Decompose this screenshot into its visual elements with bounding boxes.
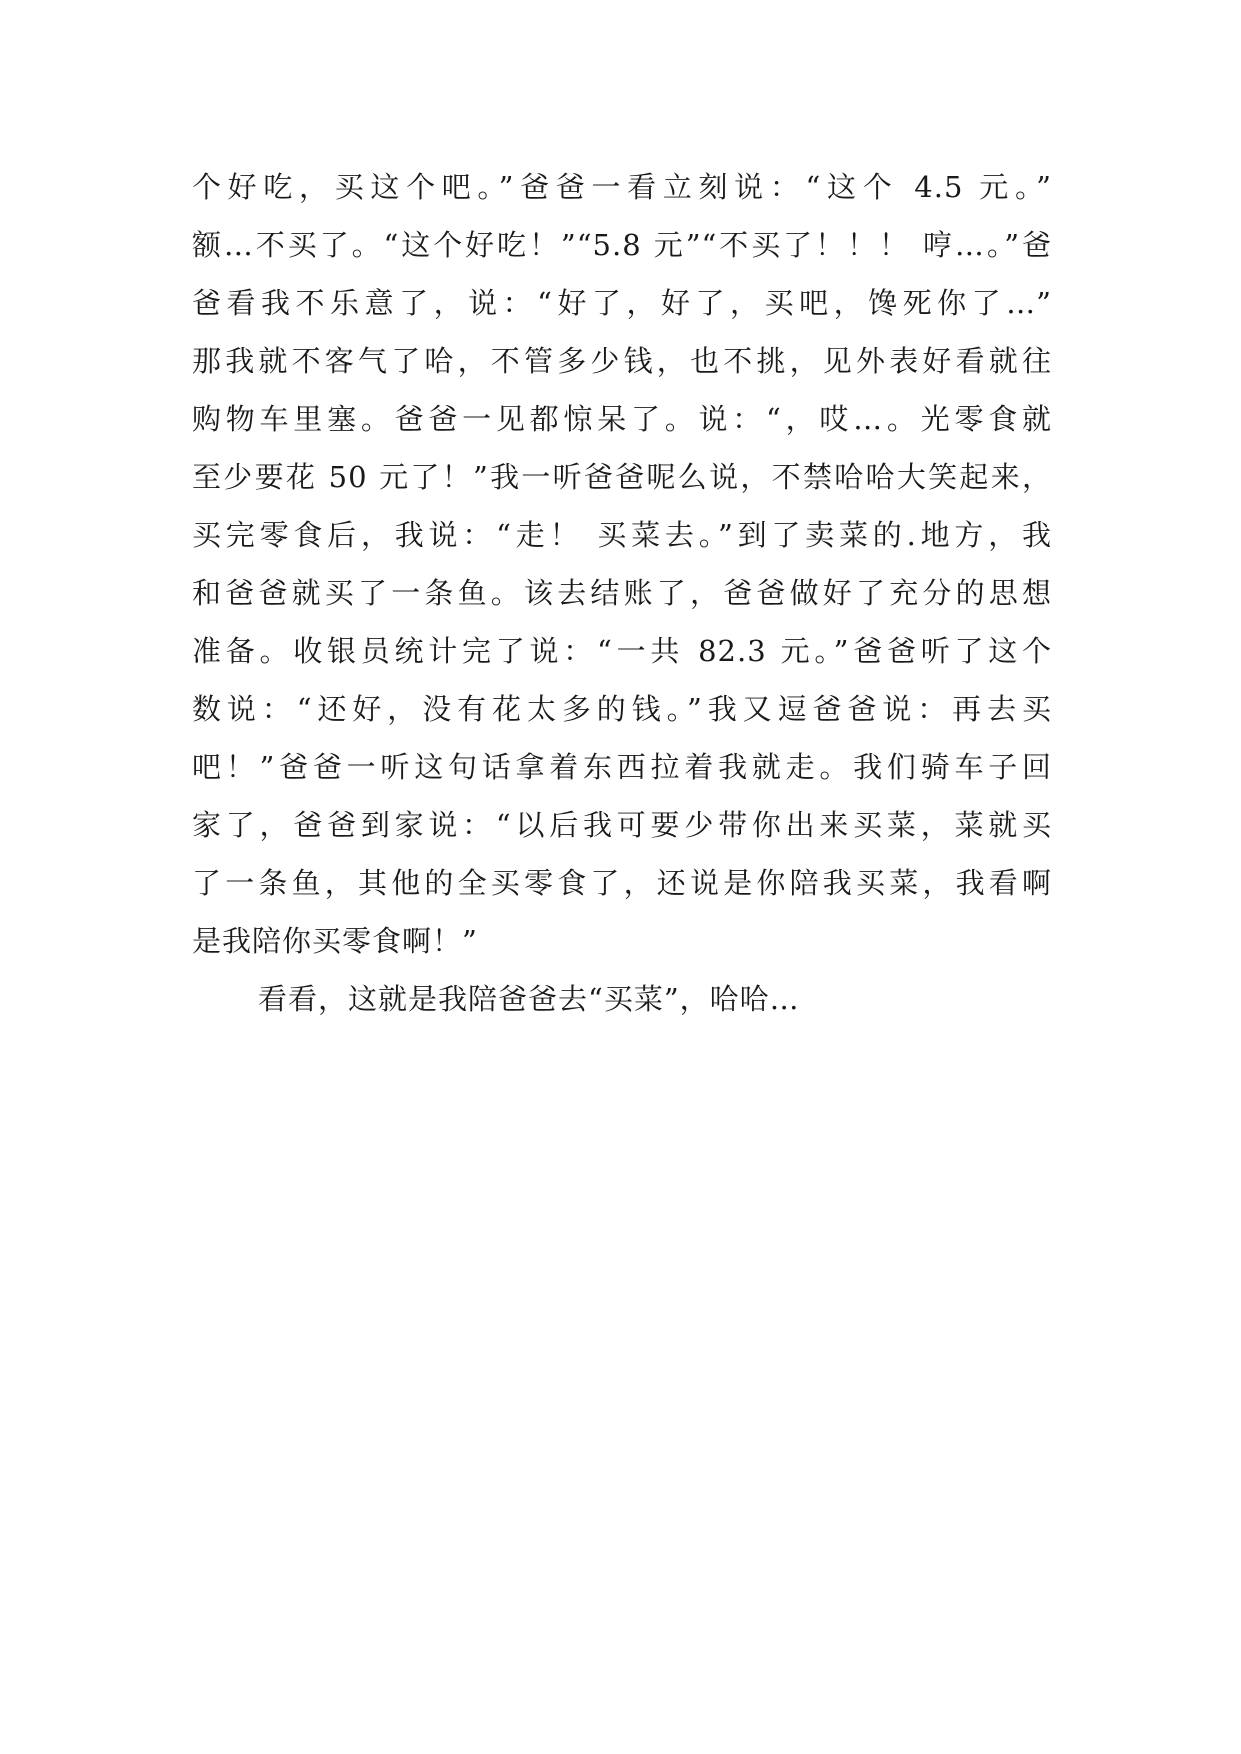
closing-paragraph: 看看，这就是我陪爸爸去“买菜”，哈哈… <box>258 982 800 1016</box>
document-body <box>192 158 1052 1028</box>
text-line: 购物车里塞。爸爸一见都惊呆了。说：“，哎…。光零食就 <box>192 402 1052 436</box>
text-line: 家了，爸爸到家说：“以后我可要少带你出来买菜，菜就买 <box>192 808 1052 842</box>
text-line: 那我就不客气了哈，不管多少钱，也不挑，见外表好看就往 <box>192 344 1052 378</box>
text-line: 了一条鱼，其他的全买零食了，还说是你陪我买菜，我看啊 <box>192 866 1052 900</box>
text-line: 是我陪你买零食啊！” <box>192 924 478 958</box>
text-line: 和爸爸就买了一条鱼。该去结账了，爸爸做好了充分的思想 <box>192 576 1052 610</box>
text-line: 爸看我不乐意了，说：“好了，好了，买吧，馋死你了…” <box>192 286 1052 320</box>
text-line: 额…不买了。“这个好吃！”“5.8 元”“不买了！！！ 哼…。”爸 <box>192 228 1052 262</box>
text-line: 个好吃，买这个吧。”爸爸一看立刻说：“这个 4.5 元。” <box>192 170 1052 204</box>
text-line: 数说：“还好，没有花太多的钱。”我又逗爸爸说：再去买 <box>192 692 1052 726</box>
text-line: 准备。收银员统计完了说：“一共 82.3 元。”爸爸听了这个 <box>192 634 1052 668</box>
text-line: 至少要花 50 元了！”我一听爸爸呢么说，不禁哈哈大笑起来， <box>192 460 1052 494</box>
text-line: 吧！”爸爸一听这句话拿着东西拉着我就走。我们骑车子回 <box>192 750 1052 784</box>
text-line: 买完零食后，我说：“走！ 买菜去。”到了卖菜的.地方，我 <box>192 518 1052 552</box>
